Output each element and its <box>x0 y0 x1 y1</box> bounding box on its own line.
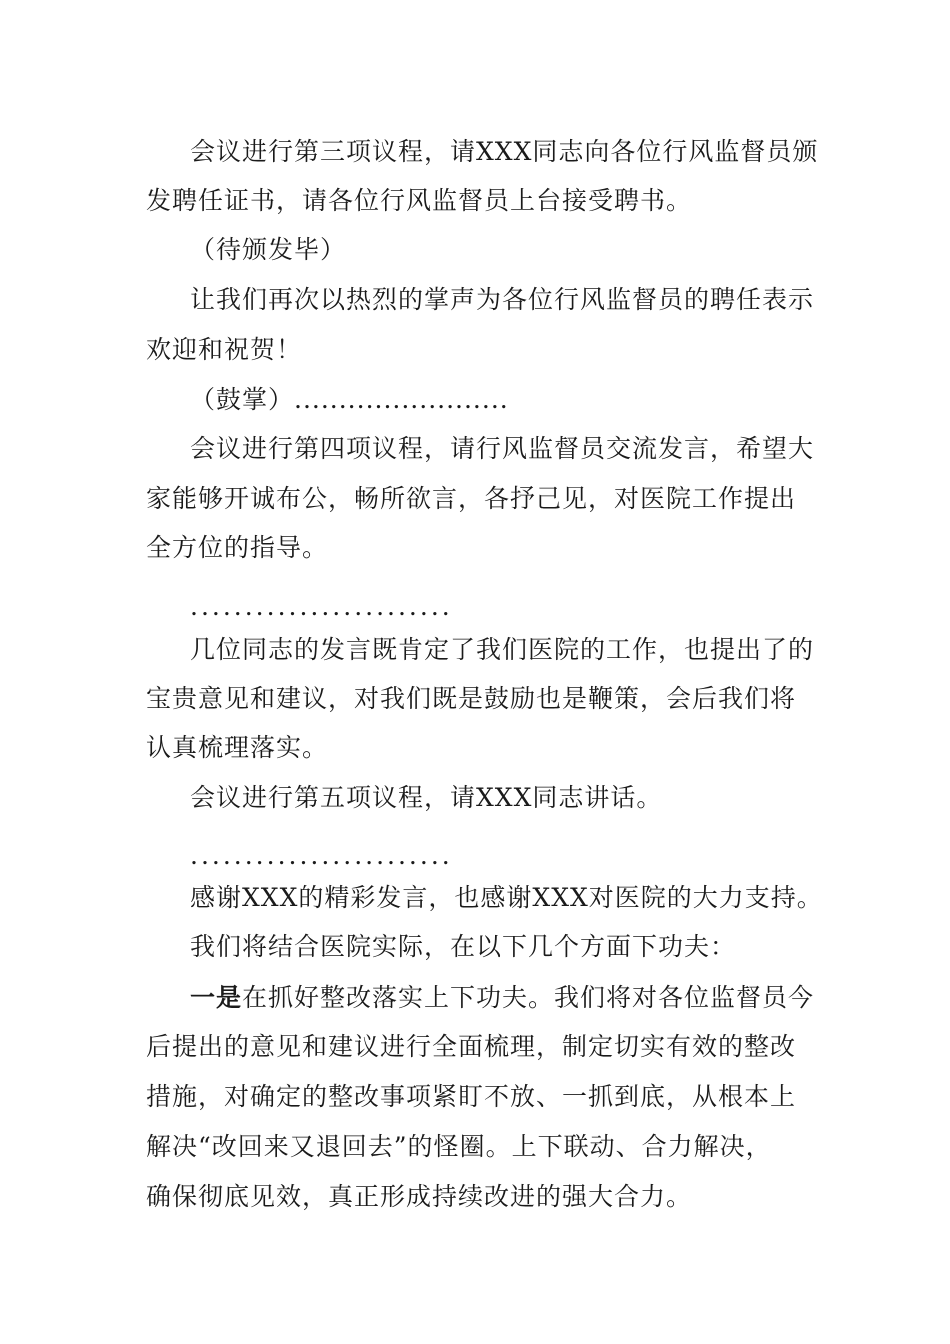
stage-direction-applause: （鼓掌）........................ <box>190 385 509 414</box>
paragraph-measure-1-line-1 <box>190 981 860 1015</box>
paragraph-agenda-4-line-2: 家能够开诚布公，畅所欲言，各抒己见，对医院工作提出 <box>146 484 797 513</box>
paragraph-measure-1-line-2: 后提出的意见和建议进行全面梳理，制定切实有效的整改 <box>146 1032 797 1061</box>
paragraph-agenda-4-line-3: 全方位的指导。 <box>146 533 329 562</box>
paragraph-applause-line-2: 欢迎和祝贺！ <box>146 335 303 364</box>
paragraph-measure-1-line-5: 确保彻底见效，真正形成持续改进的强大合力。 <box>146 1182 693 1211</box>
ellipsis-separator-1: ........................ <box>190 592 453 621</box>
paragraph-agenda-4-line-1: 会议进行第四项议程，请行风监督员交流发言，希望大 <box>190 434 815 463</box>
paragraph-agenda-3-line-1: 会议进行第三项议程，请XXX同志向各位行风监督员颁 <box>190 137 819 166</box>
paragraph-feedback-line-3: 认真梳理落实。 <box>146 733 329 762</box>
paragraph-applause-line-1: 让我们再次以热烈的掌声为各位行风监督员的聘任表示 <box>190 285 815 314</box>
paragraph-measure-1-line-4: 解决“改回来又退回去”的怪圈。上下联动、合力解决， <box>146 1132 772 1161</box>
ellipsis-separator-2: ........................ <box>190 841 453 870</box>
measure-1-line-1-text: 在抓好整改落实上下功夫。我们将对各位监督员今 <box>242 983 815 1012</box>
paragraph-feedback-line-1: 几位同志的发言既肯定了我们医院的工作，也提出了的 <box>190 635 815 664</box>
paragraph-measure-1-line-3: 措施，对确定的整改事项紧盯不放、一抓到底，从根本上 <box>146 1082 797 1111</box>
paragraph-agenda-3-line-2: 发聘任证书，请各位行风监督员上台接受聘书。 <box>146 186 693 215</box>
measure-1-lead: 一是 <box>190 983 243 1012</box>
paragraph-agenda-5: 会议进行第五项议程，请XXX同志讲话。 <box>190 783 663 812</box>
stage-direction-awarding: （待颁发毕） <box>190 235 347 264</box>
paragraph-intro-measures: 我们将结合医院实际，在以下几个方面下功夫： <box>190 932 737 961</box>
paragraph-thanks: 感谢XXX的精彩发言，也感谢XXX对医院的大力支持。 <box>190 883 823 912</box>
paragraph-feedback-line-2: 宝贵意见和建议，对我们既是鼓励也是鞭策，会后我们将 <box>146 684 797 713</box>
